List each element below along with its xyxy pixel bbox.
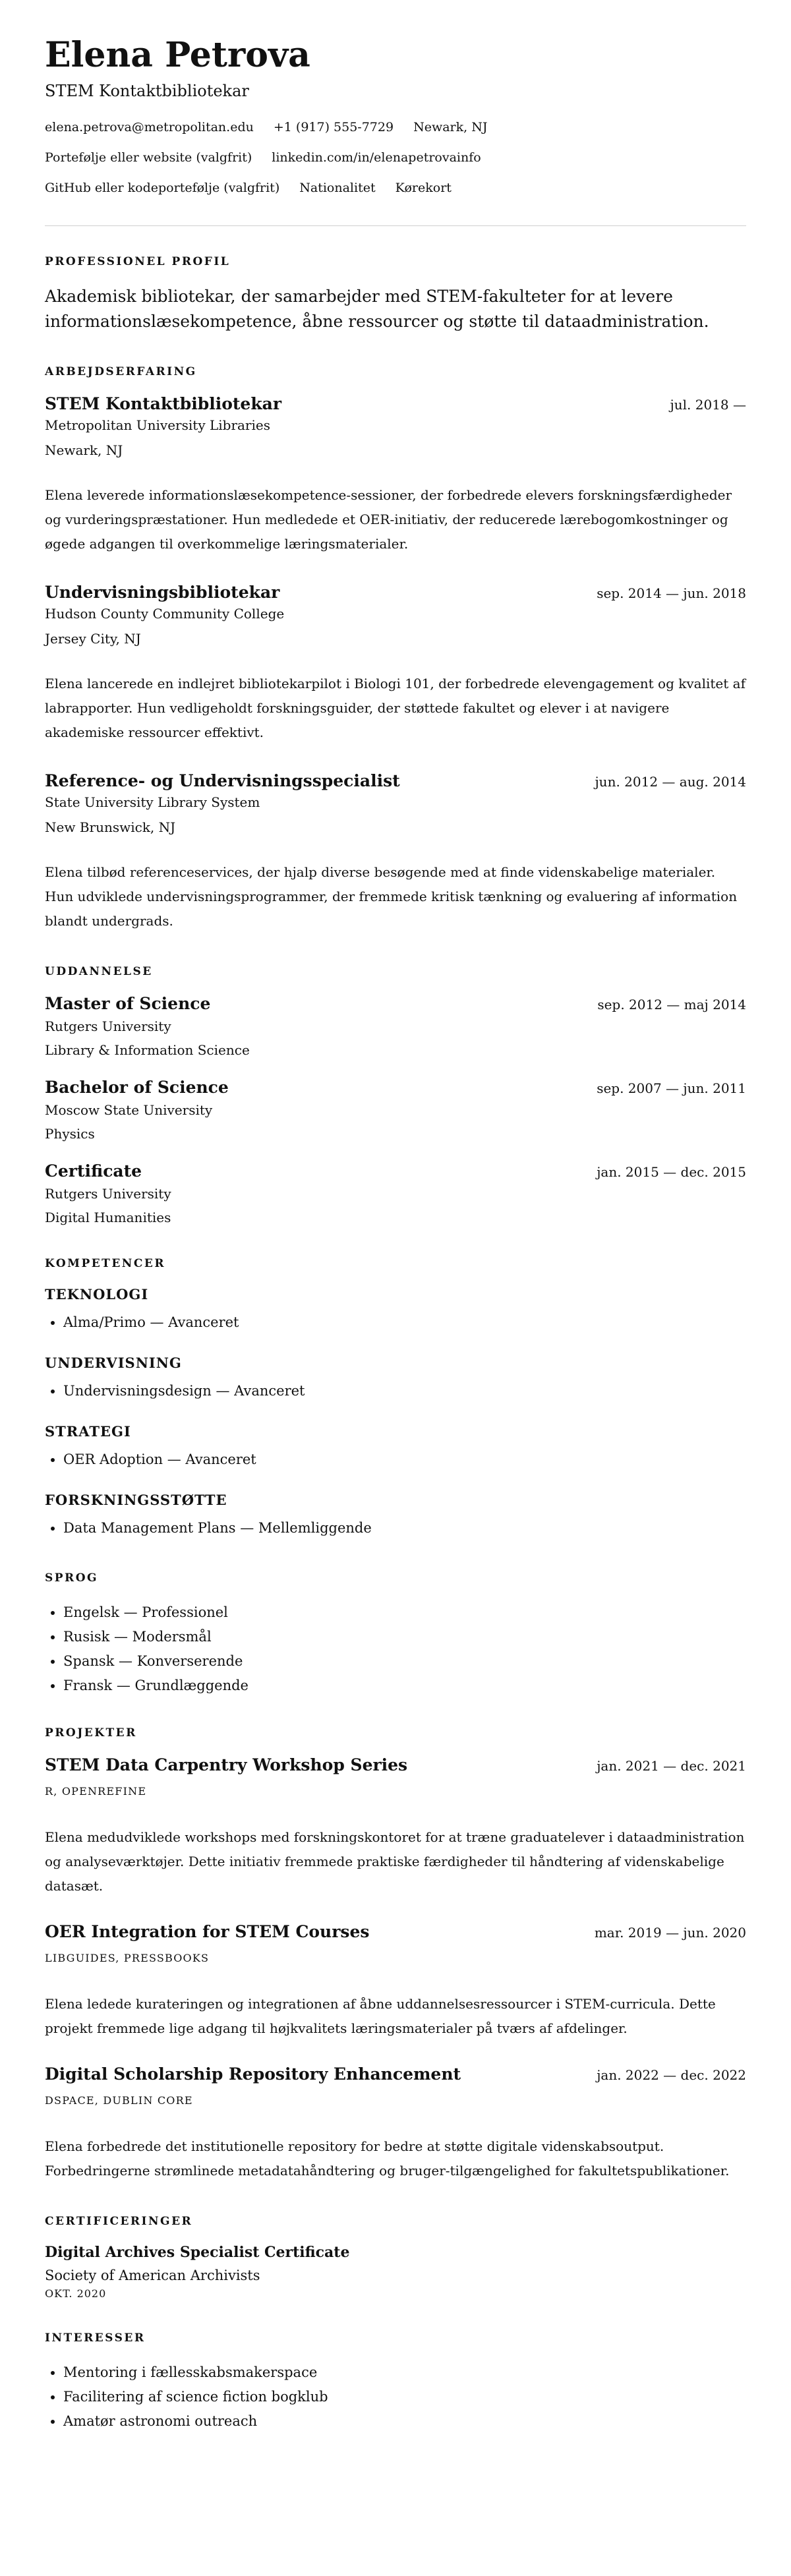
location: Newark, NJ bbox=[413, 120, 488, 135]
portfolio-website: Portefølje eller website (valgfrit) bbox=[45, 150, 252, 165]
skill-item: • Data Management Plans — Mellemliggende bbox=[63, 1516, 746, 1540]
contact-row bbox=[45, 150, 746, 166]
headline: STEM Kontaktbibliotekar bbox=[45, 82, 249, 101]
job-title: Reference- og Undervisningsspecialist bbox=[45, 771, 400, 791]
project-entry bbox=[45, 1755, 746, 1898]
drivers-license: Kørekort bbox=[395, 180, 452, 195]
skill-group bbox=[45, 1492, 746, 1540]
contact-row bbox=[45, 120, 746, 136]
project-technologies: LIBGUIDES, PRESSBOOKS bbox=[45, 1952, 210, 1965]
projects-section bbox=[45, 1726, 746, 2183]
project-dates: jan. 2021 — dec. 2021 bbox=[597, 1758, 746, 1774]
skill-item: • OER Adoption — Avanceret bbox=[63, 1448, 746, 1472]
experience-entry bbox=[45, 394, 746, 556]
experience-entry bbox=[45, 583, 746, 745]
employer: Hudson County Community College bbox=[45, 606, 285, 622]
skill-group bbox=[45, 1355, 746, 1403]
education-entry bbox=[45, 1078, 746, 1142]
job-dates: sep. 2014 — jun. 2018 bbox=[597, 585, 746, 602]
job-description: Elena leverede informationslæsekompetence-sessioner, der forbedrede elevers forskningsfærdigheder og vurderingspræstationer. Hun medledede et OER-initiativ, der reducerede lærebogomkostninger og øgede adgangen til overkommelige læringsmaterialer. bbox=[45, 487, 732, 552]
skill-item: • Undervisningsdesign — Avanceret bbox=[63, 1379, 746, 1403]
job-title: STEM Kontaktbibliotekar bbox=[45, 394, 282, 414]
section-title: KOMPETENCER bbox=[45, 1257, 165, 1271]
linkedin-link[interactable]: linkedin.com/in/elenapetrovainfo bbox=[272, 150, 481, 165]
section-title: SPROG bbox=[45, 1571, 99, 1585]
section-title: CERTIFICERINGER bbox=[45, 2215, 193, 2229]
project-dates: mar. 2019 — jun. 2020 bbox=[594, 1925, 746, 1941]
languages-section bbox=[45, 1571, 746, 1697]
project-description: Elena forbedrede det institutionelle repository for bedre at støtte digitale videnskabsoutput. Forbedringerne strømlinede metadatahåndtering og bruger-tilgængelighed for fakultetspublikationer. bbox=[45, 2138, 730, 2179]
degree: Certificate bbox=[45, 1161, 142, 1181]
project-entry bbox=[45, 1922, 746, 2041]
github-portfolio: GitHub eller kodeportefølje (valgfrit) bbox=[45, 180, 280, 195]
language-item: • Engelsk — Professionel bbox=[63, 1600, 746, 1625]
job-description: Elena tilbød referenceservices, der hjalp diverse besøgende med at finde videnskabelige materialer. Hun udviklede undervisningsprogrammer, der fremmede kritisk tænkning og evaluering af information blandt undergrads. bbox=[45, 864, 738, 929]
skill-category: STRATEGI bbox=[45, 1422, 131, 1440]
skill-category: FORSKNINGSSTØTTE bbox=[45, 1491, 227, 1508]
field-of-study: Digital Humanities bbox=[45, 1210, 171, 1226]
section-title: ARBEJDSERFARING bbox=[45, 365, 197, 379]
language-item: • Fransk — Grundlæggende bbox=[63, 1674, 746, 1698]
section-title: INTERESSER bbox=[45, 2331, 146, 2345]
skill-group bbox=[45, 1423, 746, 1472]
interest-item: • Amatør astronomi outreach bbox=[63, 2409, 746, 2434]
job-dates: jul. 2018 — bbox=[670, 397, 746, 413]
degree: Bachelor of Science bbox=[45, 1078, 229, 1098]
language-item: • Rusisk — Modersmål bbox=[63, 1625, 746, 1649]
school: Moscow State University bbox=[45, 1102, 213, 1119]
header-divider bbox=[45, 225, 746, 226]
education-entry bbox=[45, 1161, 746, 1225]
school: Rutgers University bbox=[45, 1186, 171, 1202]
contact-row bbox=[45, 181, 746, 196]
skill-group bbox=[45, 1286, 746, 1335]
candidate-name: Elena Petrova bbox=[45, 35, 310, 75]
job-location: New Brunswick, NJ bbox=[45, 819, 176, 836]
experience-section bbox=[45, 365, 746, 933]
employer: State University Library System bbox=[45, 794, 260, 811]
phone: +1 (917) 555-7729 bbox=[273, 120, 394, 135]
nationality: Nationalitet bbox=[299, 180, 376, 195]
certification-issuer: Society of American Archivists bbox=[45, 2268, 260, 2284]
project-dates: jan. 2022 — dec. 2022 bbox=[597, 2067, 746, 2084]
interest-item: • Facilitering af science fiction bogklub bbox=[63, 2385, 746, 2409]
skills-section bbox=[45, 1257, 746, 1540]
section-title: PROJEKTER bbox=[45, 1726, 137, 1740]
skill-category: TEKNOLOGI bbox=[45, 1286, 149, 1303]
field-of-study: Library & Information Science bbox=[45, 1042, 250, 1059]
education-entry bbox=[45, 994, 746, 1058]
project-technologies: DSPACE, DUBLIN CORE bbox=[45, 2094, 193, 2107]
project-name: Digital Scholarship Repository Enhancement bbox=[45, 2064, 461, 2084]
certification-name: Digital Archives Specialist Certificate bbox=[45, 2244, 350, 2262]
section-title: UDDANNELSE bbox=[45, 965, 153, 979]
project-description: Elena medudviklede workshops med forskningskontoret for at træne graduatelever i dataadministration og analyseværktøjer. Dette initiativ fremmede praktiske færdigheder til håndtering af videnskabelige datasæt. bbox=[45, 1829, 745, 1894]
job-description: Elena lancerede en indlejret bibliotekarpilot i Biologi 101, der forbedrede elevengagement og kvalitet af labrapporter. Hun vedligeholdt forskningsguider, der støttede fakultet og elever i at navigere akademiske ressourcer effektivt. bbox=[45, 676, 746, 741]
project-description: Elena ledede kurateringen og integrationen af åbne uddannelsesressourcer i STEM-curricula. Dette projekt fremmede lige adgang til højkvalitets læringsmaterialer på tværs af afdelinger. bbox=[45, 1996, 716, 2037]
certification-date: OKT. 2020 bbox=[45, 2287, 107, 2300]
certifications-section bbox=[45, 2215, 746, 2300]
experience-entry bbox=[45, 771, 746, 933]
resume-header bbox=[45, 36, 746, 196]
profile-section bbox=[45, 255, 746, 334]
education-section bbox=[45, 965, 746, 1225]
certification-entry bbox=[45, 2244, 746, 2300]
education-dates: sep. 2007 — jun. 2011 bbox=[597, 1080, 746, 1097]
section-title: PROFESSIONEL PROFIL bbox=[45, 255, 231, 269]
language-item: • Spansk — Konverserende bbox=[63, 1649, 746, 1674]
employer: Metropolitan University Libraries bbox=[45, 417, 270, 434]
project-name: OER Integration for STEM Courses bbox=[45, 1922, 370, 1942]
interests-section bbox=[45, 2331, 746, 2433]
project-technologies: R, OPENREFINE bbox=[45, 1785, 147, 1798]
education-dates: jan. 2015 — dec. 2015 bbox=[597, 1164, 746, 1181]
job-title: Undervisningsbibliotekar bbox=[45, 583, 280, 602]
job-location: Newark, NJ bbox=[45, 442, 123, 459]
education-dates: sep. 2012 — maj 2014 bbox=[597, 997, 746, 1013]
email-link[interactable]: elena.petrova@metropolitan.edu bbox=[45, 120, 254, 135]
job-dates: jun. 2012 — aug. 2014 bbox=[595, 774, 746, 790]
project-entry bbox=[45, 2064, 746, 2183]
project-name: STEM Data Carpentry Workshop Series bbox=[45, 1755, 408, 1775]
skill-category: UNDERVISNING bbox=[45, 1355, 182, 1372]
profile-summary: Akademisk bibliotekar, der samarbejder med STEM-fakulteter for at levere informationslæsekompetence, åbne ressourcer og støtte til dataadministration. bbox=[45, 287, 709, 331]
skill-item: • Alma/Primo — Avanceret bbox=[63, 1310, 746, 1335]
job-location: Jersey City, NJ bbox=[45, 631, 141, 647]
field-of-study: Physics bbox=[45, 1126, 95, 1142]
school: Rutgers University bbox=[45, 1018, 171, 1035]
degree: Master of Science bbox=[45, 994, 211, 1014]
interest-item: • Mentoring i fællesskabsmakerspace bbox=[63, 2360, 746, 2385]
